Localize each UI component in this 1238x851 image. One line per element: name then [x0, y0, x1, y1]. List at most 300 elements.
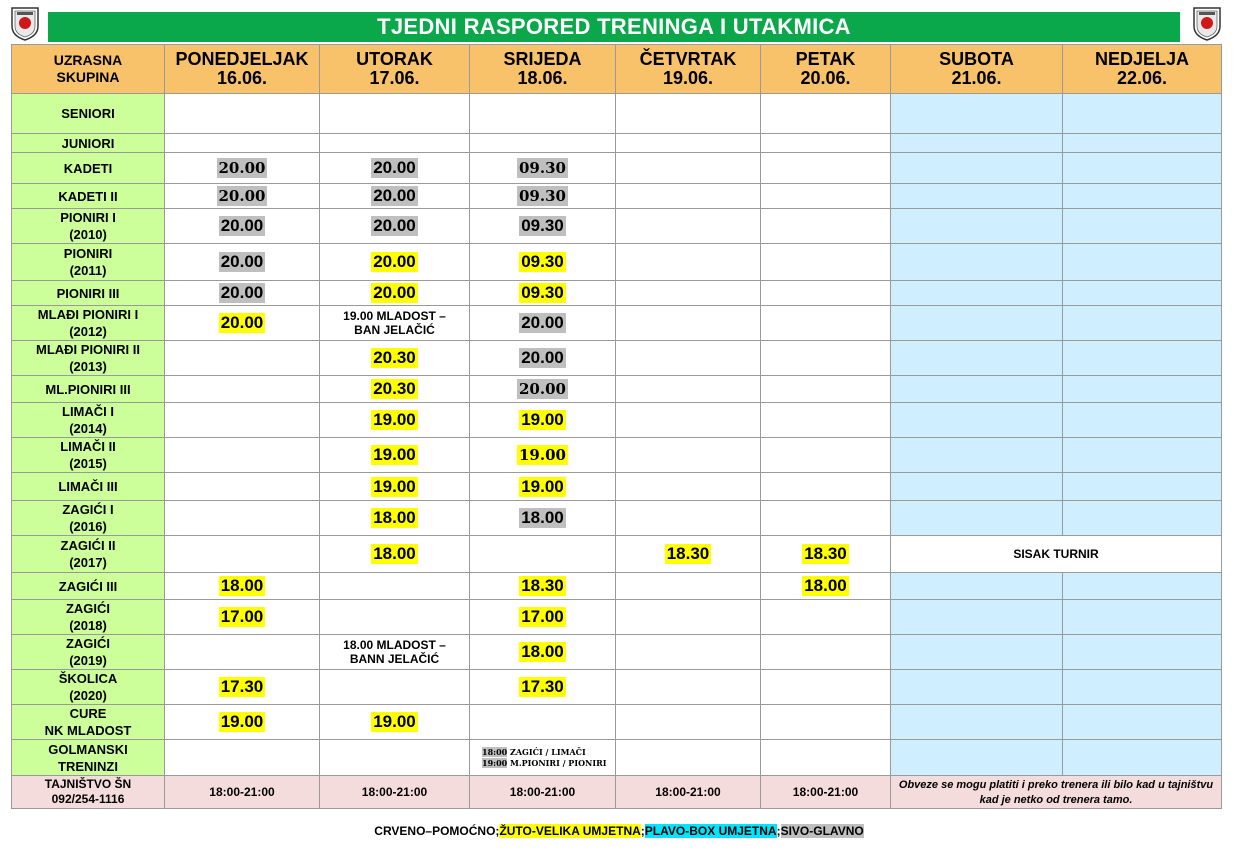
club-crest-icon: [10, 6, 40, 42]
table-row: [12, 94, 1222, 134]
day-name: SRIJEDA: [503, 49, 582, 69]
schedule-cell: [761, 403, 891, 438]
training-time: 18.30: [666, 544, 710, 563]
office-hours-text: 18:00-21:00: [209, 785, 275, 799]
training-time: 20.00: [521, 348, 564, 367]
table-row: [12, 184, 1222, 209]
header-group-label: [12, 45, 165, 94]
schedule-cell: [1063, 740, 1222, 776]
schedule-cell: [1063, 635, 1222, 670]
group-name-line: PIONIRI: [63, 246, 113, 261]
group-name: [12, 501, 165, 536]
training-time: 18.30: [804, 544, 847, 563]
legend-grey: SIVO-GLAVNO: [780, 824, 864, 838]
schedule-cell: [761, 573, 891, 600]
office-hours: [616, 776, 761, 809]
table-row: [12, 600, 1222, 635]
schedule-table: [11, 44, 1222, 809]
schedule-cell: [320, 438, 470, 473]
group-name-line: KADETI II: [58, 188, 118, 204]
schedule-cell: [891, 153, 1063, 184]
group-name-line: MLAĐI PIONIRI II: [36, 342, 140, 357]
schedule-cell: [470, 306, 616, 341]
training-time: 20.00: [220, 216, 264, 235]
group-name-line: ZAGIĆI II: [60, 538, 116, 553]
table-row: [12, 705, 1222, 740]
secretariat-contact: [12, 776, 165, 809]
day-date: 20.06.: [800, 68, 851, 88]
schedule-cell: [470, 438, 616, 473]
schedule-cell: [1063, 153, 1222, 184]
training-time: 20.00: [218, 187, 266, 205]
schedule-cell: [165, 281, 320, 306]
group-name: [12, 153, 165, 184]
match-info-line: 18.00 MLADOST –: [343, 638, 446, 652]
schedule-cell: [1063, 376, 1222, 403]
training-time: 18.00: [521, 642, 564, 661]
day-header: [165, 45, 320, 94]
schedule-cell: [616, 403, 761, 438]
schedule-cell: [165, 501, 320, 536]
office-hours: [761, 776, 891, 809]
schedule-cell: [891, 600, 1063, 635]
contact-row: [12, 776, 1222, 809]
training-time: 19.00: [373, 410, 416, 429]
schedule-cell: [165, 670, 320, 705]
schedule-cell: [761, 670, 891, 705]
group-name: [12, 740, 165, 776]
schedule-cell: [1063, 94, 1222, 134]
day-header: [470, 45, 616, 94]
schedule-cell: [320, 306, 470, 341]
table-row: [12, 536, 1222, 573]
schedule-cell: [165, 306, 320, 341]
schedule-cell: [761, 600, 891, 635]
schedule-cell: [891, 209, 1063, 244]
schedule-cell: [891, 306, 1063, 341]
match-info: [320, 309, 469, 337]
schedule-cell: [165, 473, 320, 501]
schedule-cell: [616, 573, 761, 600]
schedule-cell: [165, 403, 320, 438]
table-row: [12, 438, 1222, 473]
schedule-cell: [165, 376, 320, 403]
schedule-cell: [761, 153, 891, 184]
training-time: 18.00: [373, 508, 416, 527]
schedule-cell: [470, 501, 616, 536]
group-name: [12, 376, 165, 403]
group-name: [12, 306, 165, 341]
secretariat-contact-line: 092/254-1116: [51, 792, 125, 806]
training-time: 09.30: [521, 216, 564, 235]
schedule-cell: [320, 740, 470, 776]
schedule-cell: [470, 134, 616, 153]
day-header: [761, 45, 891, 94]
training-time: 19.00: [373, 445, 416, 464]
match-info: [320, 638, 469, 666]
schedule-cell: [1063, 306, 1222, 341]
schedule-cell: [616, 281, 761, 306]
group-name-line: LIMAČI II: [60, 439, 116, 454]
schedule-cell: [470, 281, 616, 306]
secretariat-contact-line: TAJNIŠTVO ŠN: [44, 777, 132, 791]
schedule-cell: [320, 536, 470, 573]
training-time: 19.00: [521, 476, 564, 496]
group-name: [12, 209, 165, 244]
schedule-cell: [1063, 184, 1222, 209]
schedule-cell: [165, 705, 320, 740]
office-hours: [165, 776, 320, 809]
day-date: 21.06.: [951, 68, 1002, 88]
legend-blue: PLAVO-BOX UMJETNA: [644, 824, 777, 838]
schedule-cell: [320, 134, 470, 153]
legend-yellow: ŽUTO-VELIKA UMJETNA: [499, 824, 641, 838]
schedule-cell: [761, 376, 891, 403]
schedule-cell: [320, 94, 470, 134]
training-time: 20.00: [373, 252, 416, 271]
office-hours-text: 18:00-21:00: [509, 785, 576, 799]
group-name-line: (2019): [69, 653, 107, 668]
club-crest-icon: [1192, 6, 1222, 42]
schedule-cell: [470, 341, 616, 376]
schedule-cell: [320, 403, 470, 438]
schedule-cell: [320, 341, 470, 376]
schedule-cell: [616, 94, 761, 134]
table-row: [12, 635, 1222, 670]
day-date: 16.06.: [216, 68, 268, 88]
match-info: [891, 547, 1221, 561]
training-time: 20.00: [220, 252, 264, 271]
group-name-line: ZAGIĆI I: [62, 502, 114, 517]
schedule-cell: [165, 244, 320, 281]
schedule-cell: [1063, 705, 1222, 740]
schedule-cell: [470, 403, 616, 438]
schedule-cell: [320, 184, 470, 209]
page-title: TJEDNI RASPORED TRENINGA I UTAKMICA: [48, 12, 1180, 42]
group-name-line: TRENINZI: [58, 758, 118, 774]
day-name: ČETVRTAK: [639, 49, 737, 69]
table-row: [12, 376, 1222, 403]
group-name-line: PIONIRI I: [60, 210, 116, 225]
training-time: 19.00: [373, 476, 416, 496]
schedule-cell: [1063, 600, 1222, 635]
schedule-cell: [616, 341, 761, 376]
training-time: 09.30: [521, 252, 564, 271]
office-hours-text: 18:00-21:00: [792, 785, 859, 799]
group-name: [12, 134, 165, 153]
schedule-cell: [616, 134, 761, 153]
schedule-cell: [320, 473, 470, 501]
training-time: 19.00: [220, 712, 264, 731]
day-name: PONEDJELJAK: [175, 49, 309, 69]
table-row: [12, 670, 1222, 705]
schedule-cell: [165, 573, 320, 600]
schedule-cell: [1063, 438, 1222, 473]
schedule-cell: [470, 740, 616, 776]
day-date: 19.06.: [662, 68, 714, 88]
training-time: 17.00: [521, 607, 564, 626]
match-info-line: BAN JELAČIĆ: [354, 323, 435, 337]
schedule-cell: [470, 153, 616, 184]
schedule-cell: [320, 153, 470, 184]
schedule-cell: [616, 438, 761, 473]
group-name-line: GOLMANSKI: [48, 741, 128, 757]
table-row: [12, 153, 1222, 184]
schedule-cell: [470, 635, 616, 670]
training-time: 09.30: [521, 283, 564, 302]
schedule-cell: [165, 600, 320, 635]
payment-note: [891, 776, 1222, 809]
schedule-cell: [320, 705, 470, 740]
group-name-line: PIONIRI III: [56, 285, 120, 301]
training-time: 20.30: [373, 379, 416, 398]
header-group-label-line: SKUPINA: [56, 69, 120, 85]
schedule-cell: [470, 94, 616, 134]
schedule-cell: [320, 670, 470, 705]
schedule-cell: [1063, 573, 1222, 600]
schedule-cell: [165, 438, 320, 473]
training-time: 18.30: [521, 576, 564, 595]
office-hours: [470, 776, 616, 809]
schedule-cell: [470, 600, 616, 635]
schedule-cell: [165, 209, 320, 244]
group-name-line: (2015): [69, 456, 107, 471]
schedule-cell: [165, 341, 320, 376]
goalkeeper-group: ZAGIĆI / LIMAČI: [507, 746, 586, 757]
group-name-line: (2020): [69, 688, 107, 703]
schedule-cell: [761, 473, 891, 501]
schedule-cell: [470, 209, 616, 244]
day-date: 17.06.: [369, 68, 420, 88]
day-header: [891, 45, 1063, 94]
group-name-line: (2012): [69, 324, 107, 339]
schedule-cell: [165, 134, 320, 153]
training-time: 19.00: [521, 410, 564, 429]
group-name-line: JUNIORI: [61, 135, 115, 151]
schedule-cell: [1063, 134, 1222, 153]
table-row: [12, 740, 1222, 776]
schedule-cell: [320, 600, 470, 635]
payment-note-text: Obveze se mogu platiti i preko trenera ili bilo kad u tajništvu kad je netko od trenera tamo.: [898, 779, 1214, 806]
schedule-cell: [761, 438, 891, 473]
office-hours-text: 18:00-21:00: [655, 785, 721, 799]
schedule-cell: [891, 670, 1063, 705]
training-time: 17.30: [220, 677, 264, 696]
group-name: [12, 670, 165, 705]
schedule-cell: [616, 536, 761, 573]
group-name: [12, 281, 165, 306]
schedule-cell: [320, 376, 470, 403]
schedule-cell: [165, 536, 320, 573]
group-name: [12, 635, 165, 670]
schedule-cell: [165, 635, 320, 670]
schedule-cell: [761, 134, 891, 153]
schedule-cell: [616, 501, 761, 536]
schedule-cell: [470, 376, 616, 403]
day-name: NEDJELJA: [1094, 49, 1190, 69]
table-row: [12, 501, 1222, 536]
table-row: [12, 244, 1222, 281]
legend-separator: ;: [776, 824, 781, 838]
schedule-cell: [891, 403, 1063, 438]
table-row: [12, 306, 1222, 341]
schedule-cell: [891, 134, 1063, 153]
training-time: 18.00: [373, 544, 416, 563]
table-row: [12, 573, 1222, 600]
schedule-cell: [470, 536, 616, 573]
day-header: [1063, 45, 1222, 94]
schedule-cell: [470, 573, 616, 600]
match-info-line: 19.00 MLADOST –: [343, 309, 446, 323]
schedule-cell: [761, 94, 891, 134]
training-time: 17.00: [220, 607, 264, 626]
schedule-cell: [320, 281, 470, 306]
office-hours-text: 18:00-21:00: [361, 785, 428, 799]
schedule-cell: [761, 281, 891, 306]
legend-red: CRVENO–POMOĆNO;: [374, 824, 500, 838]
schedule-cell: [761, 536, 891, 573]
group-name-line: (2014): [69, 421, 107, 436]
schedule-cell: [1063, 473, 1222, 501]
group-name-line: LIMAČI III: [58, 479, 118, 494]
schedule-cell: [891, 341, 1063, 376]
group-name-line: SENIORI: [61, 106, 115, 121]
day-name: SUBOTA: [939, 49, 1014, 69]
schedule-cell: [1063, 670, 1222, 705]
match-info-line: BANN JELAČIĆ: [349, 652, 440, 666]
color-legend: [0, 824, 1238, 838]
training-time: 20.00: [373, 186, 416, 205]
group-name: [12, 244, 165, 281]
day-name: PETAK: [795, 49, 856, 69]
schedule-cell: [320, 501, 470, 536]
schedule-cell: [891, 740, 1063, 776]
training-time: 09.30: [519, 187, 566, 205]
schedule-cell: [891, 501, 1063, 536]
schedule-cell: [470, 244, 616, 281]
group-name-line: (2017): [69, 555, 107, 570]
training-time: 18.00: [521, 508, 564, 527]
group-name-line: ZAGIĆI: [65, 636, 111, 651]
training-time: 20.00: [373, 216, 416, 235]
schedule-cell: [165, 94, 320, 134]
training-time: 20.00: [220, 283, 264, 302]
table-row: [12, 281, 1222, 306]
schedule-cell: [616, 376, 761, 403]
table-row: [12, 473, 1222, 501]
group-name-line: CURE: [69, 706, 107, 721]
schedule-cell: [320, 244, 470, 281]
schedule-cell: [616, 306, 761, 341]
schedule-cell: [891, 536, 1222, 573]
schedule-cell: [320, 573, 470, 600]
schedule-cell: [891, 573, 1063, 600]
group-name-line: (2013): [69, 359, 107, 374]
group-name-line: NK MLADOST: [44, 723, 132, 738]
schedule-cell: [891, 635, 1063, 670]
schedule-cell: [616, 153, 761, 184]
training-time: 20.00: [220, 313, 264, 332]
schedule-cell: [616, 635, 761, 670]
group-name: [12, 573, 165, 600]
schedule-cell: [761, 705, 891, 740]
schedule-cell: [616, 209, 761, 244]
schedule-cell: [761, 635, 891, 670]
schedule-cell: [1063, 281, 1222, 306]
group-name: [12, 184, 165, 209]
group-name: [12, 94, 165, 134]
group-name: [12, 600, 165, 635]
group-name: [12, 403, 165, 438]
group-name-line: (2010): [69, 227, 107, 242]
schedule-cell: [761, 244, 891, 281]
group-name: [12, 536, 165, 573]
header-group-label-line: UZRASNA: [53, 52, 123, 68]
table-row: [12, 209, 1222, 244]
office-hours: [320, 776, 470, 809]
schedule-cell: [320, 635, 470, 670]
schedule-cell: [891, 244, 1063, 281]
table-row: [12, 341, 1222, 376]
goalkeeper-time: 18:00: [482, 746, 508, 757]
training-time: 20.00: [373, 158, 416, 177]
goalkeeper-group: M.PIONIRI / PIONIRI: [507, 757, 607, 768]
legend-separator: ;: [640, 824, 645, 838]
header-row: [12, 45, 1222, 94]
schedule-cell: [761, 306, 891, 341]
schedule-cell: [761, 740, 891, 776]
schedule-cell: [165, 184, 320, 209]
schedule-cell: [616, 740, 761, 776]
group-name-line: ZAGIĆI III: [58, 578, 118, 594]
goalkeeper-info: [470, 747, 615, 769]
group-name-line: ZAGIĆI: [65, 601, 111, 616]
training-time: 17.30: [521, 677, 564, 696]
match-info-line: SISAK TURNIR: [1013, 547, 1099, 561]
schedule-cell: [165, 740, 320, 776]
schedule-cell: [616, 184, 761, 209]
schedule-cell: [616, 705, 761, 740]
group-name: [12, 341, 165, 376]
training-time: 18.00: [804, 576, 847, 595]
schedule-cell: [470, 473, 616, 501]
day-header: [616, 45, 761, 94]
training-time: 18.00: [220, 576, 264, 595]
group-name: [12, 705, 165, 740]
schedule-cell: [165, 153, 320, 184]
schedule-cell: [891, 281, 1063, 306]
schedule-cell: [891, 473, 1063, 501]
training-time: 20.00: [373, 283, 416, 302]
goalkeeper-time: 19:00: [482, 757, 508, 768]
training-time: 20.30: [373, 348, 416, 367]
schedule-cell: [616, 244, 761, 281]
schedule-cell: [470, 670, 616, 705]
schedule-cell: [616, 670, 761, 705]
schedule-cell: [616, 600, 761, 635]
day-header: [320, 45, 470, 94]
group-name-line: ML.PIONIRI III: [45, 381, 131, 397]
group-name-line: (2011): [69, 263, 107, 278]
schedule-cell: [891, 184, 1063, 209]
training-time: 19.00: [373, 712, 416, 731]
group-name-line: MLAĐI PIONIRI I: [37, 307, 139, 322]
schedule-cell: [761, 209, 891, 244]
group-name-line: (2018): [69, 618, 107, 633]
group-name-line: LIMAČI I: [62, 404, 114, 419]
schedule-cell: [891, 94, 1063, 134]
training-time: 09.30: [519, 159, 566, 177]
